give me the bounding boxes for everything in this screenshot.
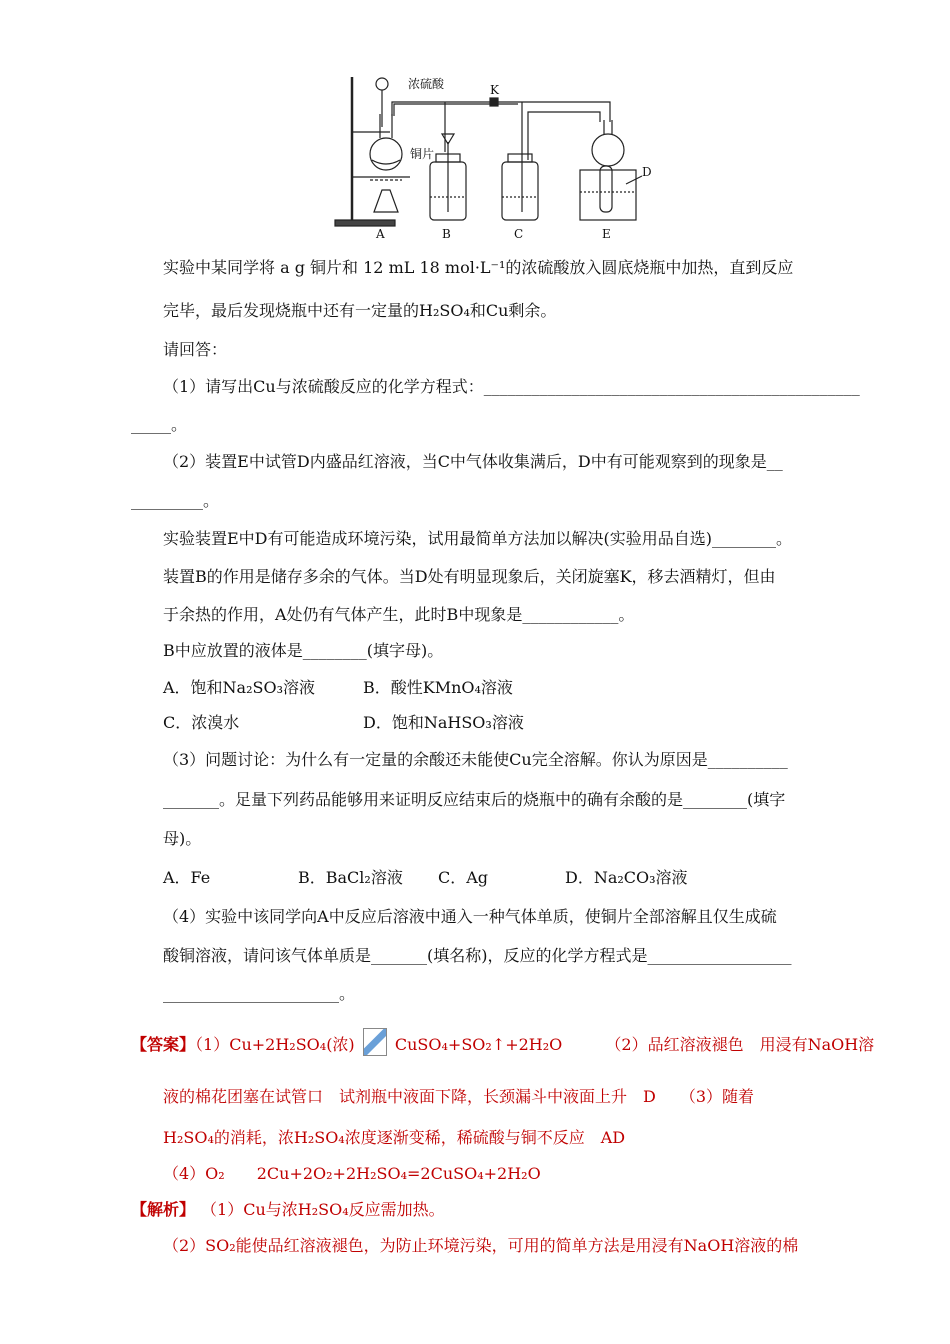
stand-base [335,220,395,226]
question-3-cont: _______。足量下列药品能够用来证明反应结束后的烧瓶中的确有余酸的是________(填字 [163,790,786,809]
answer-2: （2）品红溶液褪色 用浸有NaOH溶 [605,1035,875,1054]
answer-line-3: H₂SO₄的消耗，浓H₂SO₄浓度逐渐变稀，稀硫酸与铜不反应 AD [163,1128,626,1147]
label-e: E [602,227,611,241]
question-3-cont2: 母)。 [163,829,202,848]
q3-option-b: B．BaCl₂溶液 [298,868,403,887]
valve-k [490,98,498,106]
label-b: B [442,227,451,241]
question-2-b: 装置B的作用是储存多余的气体。当D处有明显现象后，关闭旋塞K，移去酒精灯，但由 [163,567,776,586]
label-c: C [514,227,524,241]
option-d: D．饱和NaHSO₃溶液 [363,713,524,732]
separatory-funnel [376,78,388,90]
flask-e [592,134,624,166]
analysis-tag: 【解析】 [131,1200,196,1219]
option-a: A．饱和Na₂SO₃溶液 [163,678,316,697]
heating-symbol-icon [363,1028,387,1056]
answer-1-products: CuSO₄+SO₂↑+2H₂O [394,1035,563,1054]
text-line-2: 完毕，最后发现烧瓶中还有一定量的H₂SO₄和Cu剩余。 [163,301,557,320]
option-b: B．酸性KMnO₄溶液 [363,678,513,697]
option-c: C．浓溴水 [163,713,240,732]
answer-line-2: 液的棉花团塞在试管口 试剂瓶中液面下降，长颈漏斗中液面上升 D （3）随着 [163,1087,755,1106]
q3-option-d: D．Na₂CO₃溶液 [565,868,688,887]
label-copper: 铜片 [410,147,435,161]
answer-1: （1）Cu+2H₂SO₄(浓) [195,1035,355,1054]
question-2-liquid: B中应放置的液体是________(填字母)。 [163,641,444,660]
text-line-1: 实验中某同学将 a g 铜片和 12 mL 18 mol·L⁻¹的浓硫酸放入圆底烧瓶中加热，直到反应 [163,258,794,277]
question-2-b-cont: 于余热的作用，A处仍有气体产生，此时B中现象是____________。 [163,605,635,624]
question-2-cont: _________。 [131,491,220,510]
alcohol-lamp [374,190,398,212]
label-a: A [376,227,385,241]
question-4: （4）实验中该同学向A中反应后溶液中通入一种气体单质，使铜片全部溶解且仅生成硫 [163,907,777,926]
q3-option-c: C．Ag [438,868,489,887]
analysis-1: （1）Cu与浓H₂SO₄反应需加热。 [209,1200,445,1219]
answer-tag: 【答案】 [131,1035,196,1054]
question-2-env: 实验装置E中D有可能造成环境污染，试用最简单方法加以解决(实验用品自选)________。 [163,529,792,548]
question-4-cont: 酸铜溶液，请问该气体单质是_______(填名称)，反应的化学方程式是__________________ [163,946,792,965]
q3-option-a: A．Fe [163,868,211,887]
analysis-line-2: （2）SO₂能使品红溶液褪色，为防止环境污染，可用的简单方法是用浸有NaOH溶液的棉 [163,1236,799,1255]
bottle-c [502,162,538,220]
apparatus-diagram [330,72,660,242]
question-3: （3）问题讨论：为什么有一定量的余酸还未能使Cu完全溶解。你认为原因是__________ [163,750,788,769]
test-tube-d [600,166,612,212]
flask-a [370,138,402,170]
answer-line-1 [131,1028,874,1056]
label-d: D [642,165,652,179]
question-4-cont2: ______________________。 [163,984,356,1003]
analysis-line-1 [131,1199,445,1221]
question-1: （1）请写出Cu与浓硫酸反应的化学方程式：_______________________________________________ [163,377,860,396]
question-1-cont: _____。 [131,415,188,434]
label-k: K [490,83,499,97]
answer-line-4: （4）O₂ 2Cu+2O₂+2H₂SO₄=2CuSO₄+2H₂O [163,1164,541,1183]
text-line-3: 请回答： [163,340,228,359]
label-acid: 浓硫酸 [408,77,445,91]
question-2: （2）装置E中试管D内盛品红溶液，当C中气体收集满后，D中有可能观察到的现象是__ [163,452,783,471]
